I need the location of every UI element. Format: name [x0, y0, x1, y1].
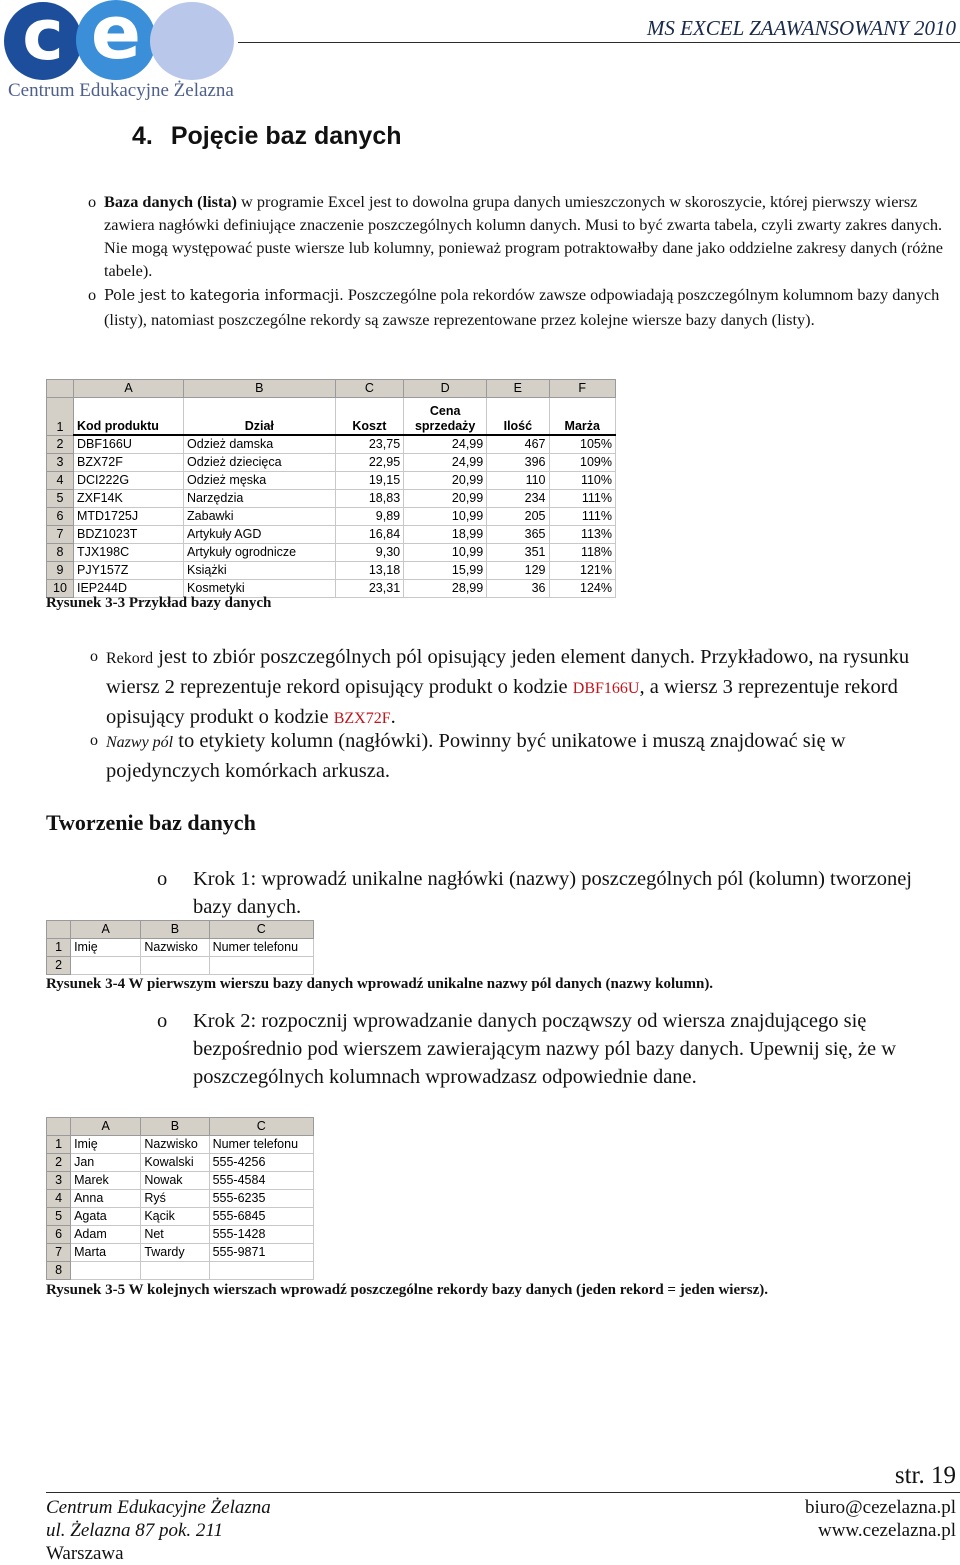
table-cell[interactable]: 118% [549, 544, 616, 562]
table-cell[interactable]: 111% [549, 508, 616, 526]
table-cell[interactable]: 22,95 [335, 454, 404, 472]
column-header-b[interactable]: B [184, 380, 336, 398]
table-cell[interactable]: 9,30 [335, 544, 404, 562]
term-record: Rekord [106, 650, 154, 667]
bullet-marker: o [157, 868, 168, 890]
table-cell[interactable]: 121% [549, 562, 616, 580]
table-cell[interactable]: 18,83 [335, 490, 404, 508]
section-heading [132, 122, 402, 151]
table-cell[interactable]: 13,18 [335, 562, 404, 580]
table-row [47, 1154, 314, 1172]
table-cell[interactable]: Agata [71, 1208, 141, 1226]
table-cell[interactable]: 234 [487, 490, 549, 508]
table-cell[interactable]: 24,99 [404, 454, 487, 472]
table-cell[interactable]: MTD1725J [73, 508, 183, 526]
field-name-line: sprzedaży [414, 419, 476, 433]
table-cell[interactable]: 555-6235 [209, 1190, 313, 1208]
row-header[interactable]: 4 [47, 472, 74, 490]
table-row [47, 939, 314, 957]
column-header-d[interactable]: D [404, 380, 487, 398]
record-text-a: jest to zbiór poszczególnych pól opisujący jeden element danych. Przykładowo, na rysunku wiersz 2 reprezentuje rekord opisujący produkt o kodzie [106, 646, 910, 698]
table-cell[interactable]: 19,15 [335, 472, 404, 490]
record-text-c: . [390, 706, 396, 728]
bullet-marker: o [88, 285, 97, 304]
row-header[interactable]: 10 [47, 580, 74, 598]
intro-text-2: Poszczególne pola rekordów zawsze odpowiadają poszczególnym kolumnom bazy danych (listy), natomiast poszczególne rekordy są zawsze reprezentowane przez kolejne wiersze bazy danych (listy). [104, 285, 940, 329]
column-header-a[interactable]: A [71, 1118, 141, 1136]
table-cell[interactable]: Odzież męska [184, 472, 336, 490]
table-cell[interactable]: Ryś [141, 1190, 209, 1208]
table-cell[interactable]: 351 [487, 544, 549, 562]
column-header-b[interactable]: B [141, 921, 209, 939]
row-header[interactable]: 6 [47, 508, 74, 526]
field-name-cell[interactable]: Ilość [487, 398, 549, 436]
row-header[interactable]: 1 [47, 939, 71, 957]
field-name-cell[interactable]: Kod produktu [73, 398, 183, 436]
table-cell[interactable]: IEP244D [73, 580, 183, 598]
field-names-paragraph [90, 727, 956, 785]
table-row [47, 1136, 314, 1154]
table-cell[interactable]: 110% [549, 472, 616, 490]
step-1-text: Krok 1: wprowadź unikalne nagłówki (nazwy) poszczególnych pól (kolumn) tworzonej bazy danych. [193, 868, 913, 918]
table-cell[interactable]: 113% [549, 526, 616, 544]
field-name-cell[interactable]: Marża [549, 398, 616, 436]
row-header[interactable]: 8 [47, 1262, 71, 1280]
table-cell[interactable] [209, 957, 313, 975]
bullet-marker: o [90, 648, 98, 665]
table-cell[interactable]: Nazwisko [141, 1136, 209, 1154]
footer-org: Centrum Edukacyjne Żelazna [46, 1497, 271, 1518]
table-cell[interactable]: 16,84 [335, 526, 404, 544]
table-cell[interactable]: Kosmetyki [184, 580, 336, 598]
figure-caption-3-5: Rysunek 3-5 W kolejnych wierszach wprowadź poszczególne rekordy bazy danych (jeden rekord = jeden wiersz). [46, 1282, 769, 1298]
table-cell[interactable]: BZX72F [73, 454, 183, 472]
table-cell[interactable] [141, 1262, 209, 1280]
field-name-line: Cena [429, 404, 461, 418]
figure-caption-3-4: Rysunek 3-4 W pierwszym wierszu bazy danych wprowadź unikalne nazwy pól danych (nazwy kolumn). [46, 976, 714, 992]
table-cell[interactable]: 467 [487, 435, 549, 454]
table-cell[interactable] [71, 957, 141, 975]
row-header[interactable]: 2 [47, 957, 71, 975]
intro-paragraph-2 [88, 283, 956, 331]
term-field-names: Nazwy pól [106, 734, 174, 751]
intro-paragraph-1 [88, 190, 956, 282]
step-2 [157, 1007, 955, 1091]
footer-divider [46, 1492, 960, 1493]
table-row [47, 1226, 314, 1244]
table-cell[interactable]: DBF166U [73, 435, 183, 454]
table-cell[interactable]: 555-1428 [209, 1226, 313, 1244]
table-cell[interactable]: 555-6845 [209, 1208, 313, 1226]
logo-letter-e: e [76, 0, 156, 80]
logo-org-name: Centrum Edukacyjne Żelazna [8, 80, 234, 101]
table-cell[interactable]: Nazwisko [141, 939, 209, 957]
table-cell[interactable]: Artykuły ogrodnicze [184, 544, 336, 562]
field-name-cell[interactable] [404, 398, 487, 436]
table-cell[interactable]: DCI222G [73, 472, 183, 490]
table-cell[interactable]: Anna [71, 1190, 141, 1208]
table-cell[interactable]: 15,99 [404, 562, 487, 580]
column-header-a[interactable]: A [71, 921, 141, 939]
table-cell[interactable]: BDZ1023T [73, 526, 183, 544]
table-cell[interactable]: 18,99 [404, 526, 487, 544]
row-header[interactable]: 7 [47, 526, 74, 544]
table-cell[interactable]: 109% [549, 454, 616, 472]
section-number: 4. [132, 122, 153, 150]
field-name-cell[interactable]: Dział [184, 398, 336, 436]
table-cell[interactable]: ZXF14K [73, 490, 183, 508]
table-cell[interactable]: 555-9871 [209, 1244, 313, 1262]
table-cell[interactable] [141, 957, 209, 975]
table-cell[interactable]: 365 [487, 526, 549, 544]
table-cell[interactable]: Zabawki [184, 508, 336, 526]
table-row [47, 1190, 314, 1208]
row-header[interactable]: 9 [47, 562, 74, 580]
table-cell[interactable]: Numer telefonu [209, 939, 313, 957]
product-code-2: BZX72F [333, 710, 391, 727]
footer-contact [805, 1496, 956, 1542]
table-cell[interactable]: 129 [487, 562, 549, 580]
row-header[interactable]: 7 [47, 1244, 71, 1262]
table-cell[interactable]: 24,99 [404, 435, 487, 454]
row-header[interactable]: 5 [47, 1208, 71, 1226]
spreadsheet-headers [46, 920, 314, 975]
row-header[interactable]: 1 [47, 398, 74, 436]
table-cell[interactable]: 555-4256 [209, 1154, 313, 1172]
table-cell[interactable]: Kącik [141, 1208, 209, 1226]
figure-empty-headers [46, 920, 316, 975]
table-cell[interactable]: 20,99 [404, 472, 487, 490]
table-row [47, 490, 616, 508]
figure-records [46, 1117, 316, 1281]
corner-cell[interactable] [47, 921, 71, 939]
table-cell[interactable]: 10,99 [404, 544, 487, 562]
document-title: MS EXCEL ZAAWANSOWANY 2010 [646, 16, 956, 40]
column-header-row [47, 380, 616, 398]
field-name-cell[interactable]: Koszt [335, 398, 404, 436]
column-header-b[interactable]: B [141, 1118, 209, 1136]
corner-cell[interactable] [47, 1118, 71, 1136]
table-row [47, 1262, 314, 1280]
header-divider [238, 42, 960, 43]
table-cell[interactable] [209, 1262, 313, 1280]
table-cell[interactable]: 105% [549, 435, 616, 454]
table-cell[interactable]: 555-4584 [209, 1172, 313, 1190]
table-cell[interactable]: Numer telefonu [209, 1136, 313, 1154]
table-cell[interactable]: 396 [487, 454, 549, 472]
table-cell[interactable]: 23,75 [335, 435, 404, 454]
table-cell[interactable]: TJX198C [73, 544, 183, 562]
table-cell[interactable]: Nowak [141, 1172, 209, 1190]
footer-city: Warszawa [46, 1543, 124, 1564]
table-row [47, 562, 616, 580]
table-row [47, 454, 616, 472]
table-cell[interactable]: 28,99 [404, 580, 487, 598]
table-cell[interactable]: Artykuły AGD [184, 526, 336, 544]
footer-email[interactable]: biuro@cezelazna.pl [805, 1497, 956, 1518]
column-header-f[interactable]: F [549, 380, 616, 398]
table-cell[interactable]: Książki [184, 562, 336, 580]
row-header[interactable]: 2 [47, 1154, 71, 1172]
field-names-row [47, 398, 616, 436]
intro-text-1: w programie Excel jest to dowolna grupa danych umieszczonych w skoroszycie, której pierwszy wiersz zawiera nagłówki definiujące znaczenie poszczególnych kolumn danych. Musi to być zwarta tabela, czyli zwarty zakres danych. Nie mogą występować puste wiersze lub kolumny, ponieważ program potraktowałby dane jako oddzielne zakresy danych (różne tabele). [104, 192, 943, 280]
spreadsheet-contacts [46, 1117, 314, 1280]
row-header[interactable]: 2 [47, 435, 74, 454]
bullet-marker: o [88, 192, 97, 211]
logo-circle-light [150, 2, 234, 80]
row-header[interactable]: 5 [47, 490, 74, 508]
column-header-c[interactable]: C [335, 380, 404, 398]
table-cell[interactable] [71, 1262, 141, 1280]
table-cell[interactable]: Imię [71, 939, 141, 957]
page-number: str. 19 [894, 1462, 956, 1489]
table-row [47, 957, 314, 975]
table-cell[interactable]: Net [141, 1226, 209, 1244]
footer-website[interactable]: www.cezelazna.pl [817, 1520, 956, 1541]
table-cell[interactable]: 110 [487, 472, 549, 490]
step-1 [157, 865, 953, 921]
row-header[interactable]: 3 [47, 1172, 71, 1190]
table-row [47, 544, 616, 562]
table-cell[interactable]: Narzędzia [184, 490, 336, 508]
table-cell[interactable]: 111% [549, 490, 616, 508]
table-cell[interactable]: Jan [71, 1154, 141, 1172]
table-cell[interactable]: PJY157Z [73, 562, 183, 580]
table-cell[interactable]: Adam [71, 1226, 141, 1244]
table-cell[interactable]: 205 [487, 508, 549, 526]
table-cell[interactable]: 9,89 [335, 508, 404, 526]
record-text-b: , a wiersz 3 reprezentuje rekord opisujący produkt o kodzie [106, 676, 898, 728]
table-row [47, 1208, 314, 1226]
term-database: Baza danych (lista) [104, 192, 237, 211]
table-row [47, 472, 616, 490]
table-row [47, 435, 616, 454]
table-cell[interactable]: Odzież damska [184, 435, 336, 454]
table-cell[interactable]: 23,31 [335, 580, 404, 598]
table-row [47, 508, 616, 526]
table-cell[interactable]: Marek [71, 1172, 141, 1190]
product-code-1: DBF166U [572, 680, 640, 697]
table-cell[interactable]: 124% [549, 580, 616, 598]
term-field: Pole jest to kategoria informacji. [104, 288, 344, 304]
row-header[interactable]: 3 [47, 454, 74, 472]
subsection-heading: Tworzenie baz danych [46, 810, 256, 835]
spreadsheet-products [46, 379, 616, 598]
column-header-row [47, 1118, 314, 1136]
table-cell[interactable]: 20,99 [404, 490, 487, 508]
column-header-e[interactable]: E [487, 380, 549, 398]
table-cell[interactable]: 36 [487, 580, 549, 598]
row-header[interactable]: 6 [47, 1226, 71, 1244]
row-header[interactable]: 8 [47, 544, 74, 562]
footer-street: ul. Żelazna 87 pok. 211 [46, 1520, 223, 1541]
table-row [47, 1172, 314, 1190]
row-header[interactable]: 4 [47, 1190, 71, 1208]
table-cell[interactable]: 10,99 [404, 508, 487, 526]
step-2-text: Krok 2: rozpocznij wprowadzanie danych począwszy od wiersza znajdującego się bezpośrednio pod wierszem zawierającym nazwy pól bazy danych. Upewnij się, że w poszczególnych kolumnach wprowadzasz odpowiednie dane. [193, 1010, 896, 1088]
column-header-row [47, 921, 314, 939]
logo-letter-c: c [4, 2, 82, 80]
table-row [47, 526, 616, 544]
field-names-text: to etykiety kolumn (nagłówki). Powinny być unikatowe i muszą znajdować się w pojedynczych komórkach arkusza. [106, 730, 846, 782]
table-cell[interactable]: Odzież dziecięca [184, 454, 336, 472]
corner-cell[interactable] [47, 380, 74, 398]
column-header-a[interactable]: A [73, 380, 183, 398]
figure-caption-3-3: Rysunek 3-3 Przykład bazy danych [46, 595, 272, 611]
record-paragraph [90, 643, 956, 733]
column-header-c[interactable]: C [209, 1118, 313, 1136]
table-cell[interactable]: Imię [71, 1136, 141, 1154]
bullet-marker: o [157, 1010, 168, 1032]
footer-address [46, 1496, 271, 1565]
column-header-c[interactable]: C [209, 921, 313, 939]
table-cell[interactable]: Twardy [141, 1244, 209, 1262]
table-row [47, 1244, 314, 1262]
section-title: Pojęcie baz danych [170, 122, 402, 150]
row-header[interactable]: 1 [47, 1136, 71, 1154]
table-cell[interactable]: Kowalski [141, 1154, 209, 1172]
figure-database-example [46, 379, 618, 595]
table-cell[interactable]: Marta [71, 1244, 141, 1262]
bullet-marker: o [90, 732, 98, 749]
